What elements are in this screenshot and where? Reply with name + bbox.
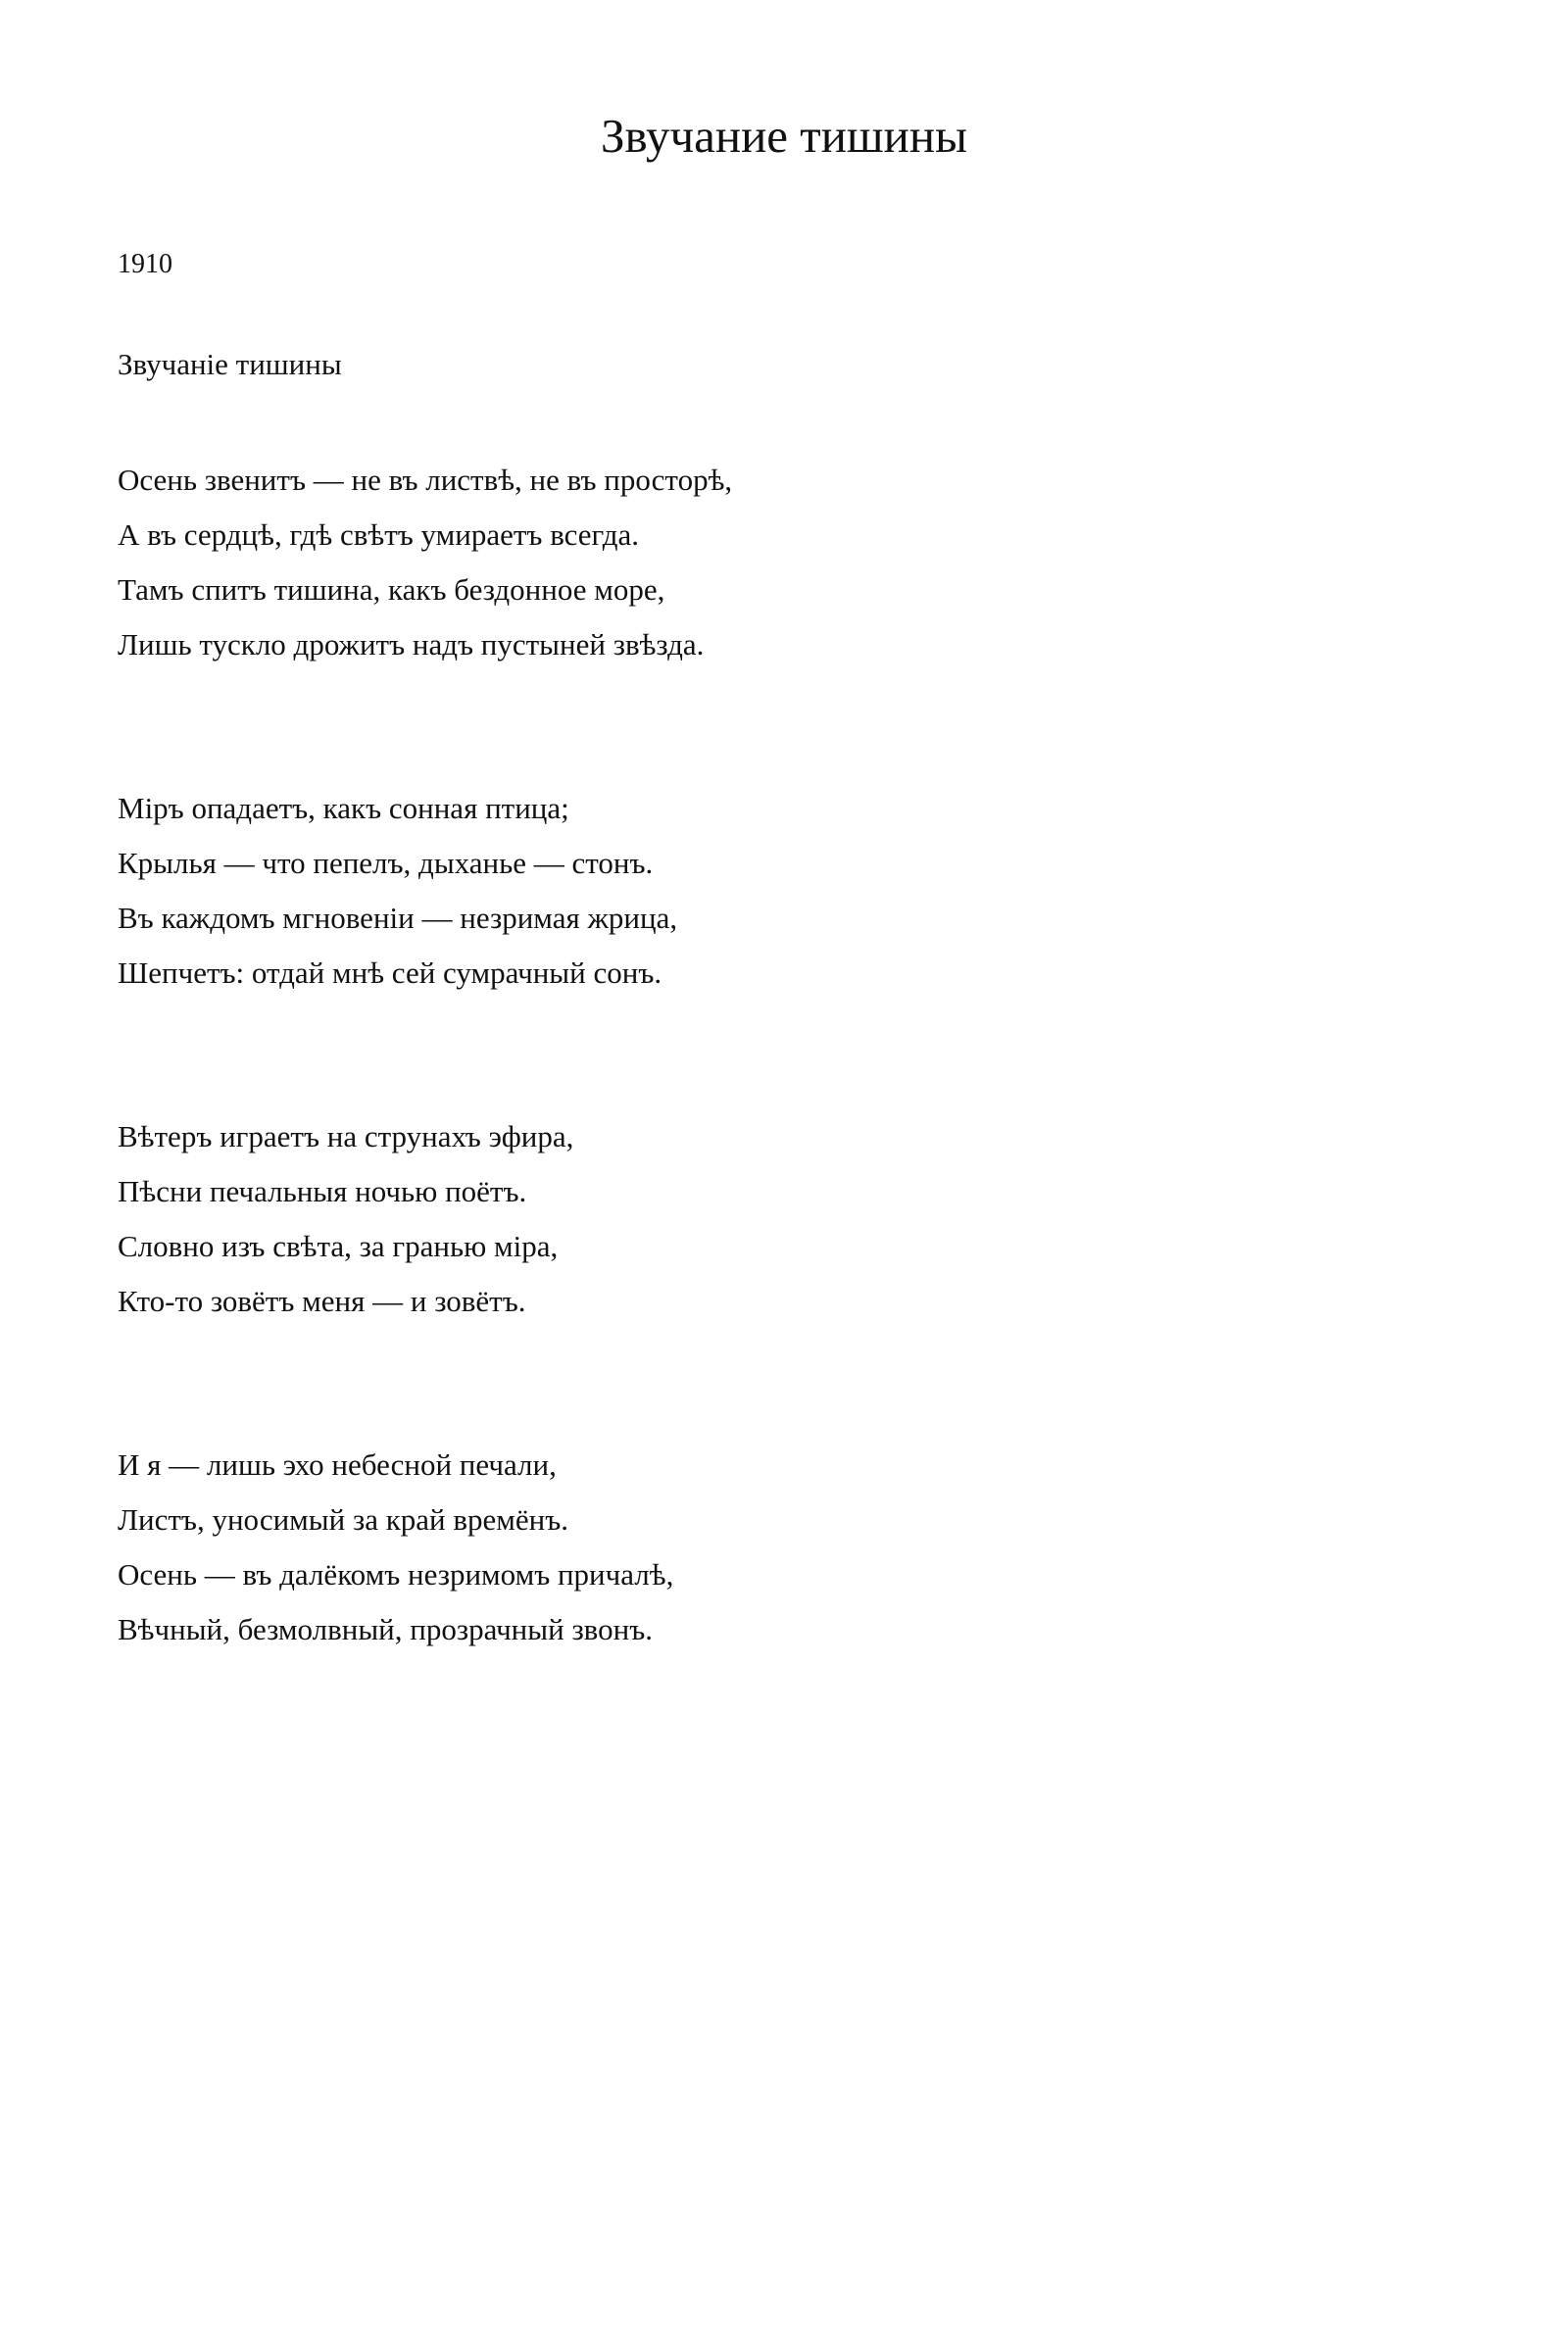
stanza-3 (118, 1109, 1450, 1329)
verse-line: Вѣчный, безмолвный, прозрачный звонъ. (118, 1612, 653, 1646)
verse-line: Листъ, уносимый за край времёнъ. (118, 1502, 569, 1537)
poem-year: 1910 (118, 249, 172, 279)
document-title: Звучание тишины (600, 109, 968, 163)
verse-line: Осень — въ далёкомъ незримомъ причалѣ, (118, 1557, 674, 1592)
verse-line: Пѣсни печальныя ночью поётъ. (118, 1174, 527, 1208)
stanza-1 (118, 453, 1450, 672)
verse-line: Въ каждомъ мгновенiи — незримая жрица, (118, 901, 678, 935)
verse-line: Тамъ спитъ тишина, какъ бездонное море, (118, 572, 665, 607)
verse-line: Осень звенитъ — не въ листвѣ, не въ просторѣ, (118, 463, 733, 497)
poem-subtitle: Звучанiе тишины (118, 347, 342, 381)
verse-line: А въ сердцѣ, гдѣ свѣтъ умираетъ всегда. (118, 517, 639, 552)
verse-line: Мiръ опадаетъ, какъ сонная птица; (118, 791, 569, 825)
stanza-4 (118, 1438, 1450, 1657)
verse-line: И я — лишь эхо небесной печали, (118, 1447, 557, 1482)
poem-body (118, 453, 1450, 1766)
verse-line: Вѣтеръ играетъ на струнахъ эфира, (118, 1119, 574, 1153)
stanza-2 (118, 781, 1450, 1001)
verse-line: Кто-то зовётъ меня — и зовётъ. (118, 1284, 526, 1318)
verse-line: Шепчетъ: отдай мнѣ сей сумрачный сонъ. (118, 956, 662, 990)
verse-line: Крылья — что пепелъ, дыханье — стонъ. (118, 846, 654, 880)
verse-line: Словно изъ свѣта, за гранью мiра, (118, 1229, 559, 1263)
verse-line: Лишь тускло дрожитъ надъ пустыней звѣзда. (118, 627, 705, 662)
